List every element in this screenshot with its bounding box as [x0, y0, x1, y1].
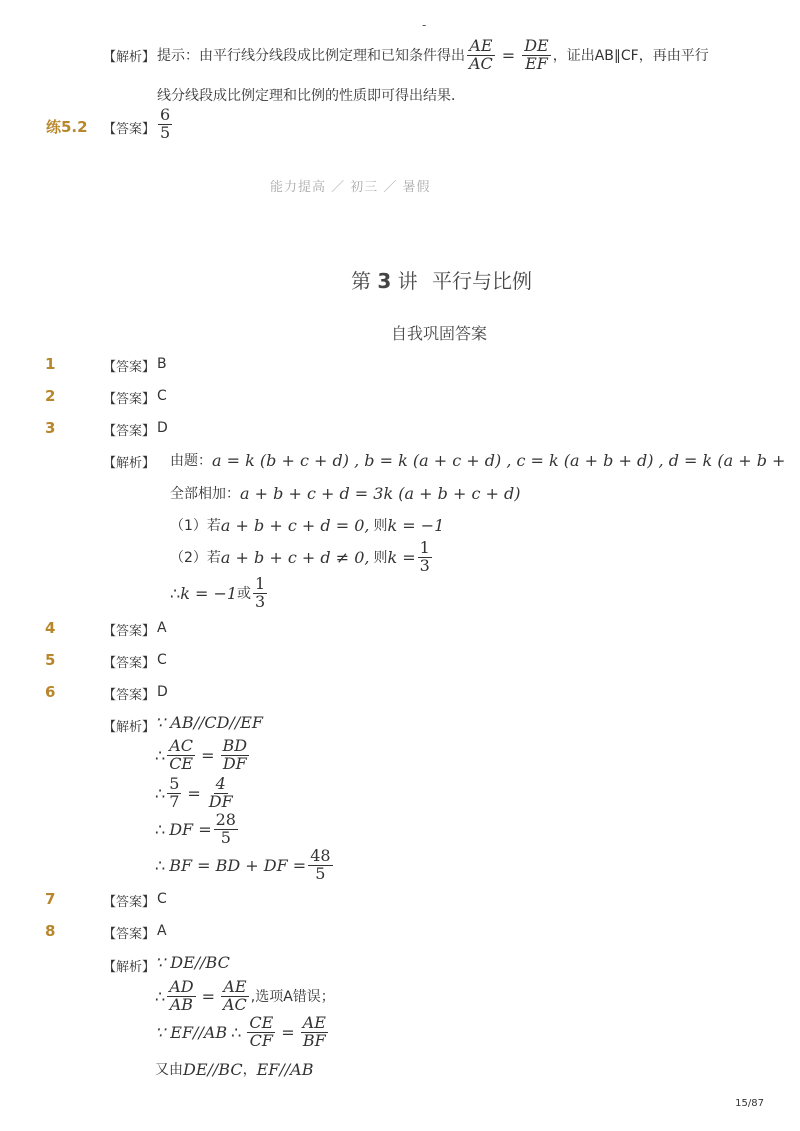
q3-line-2: 全部相加： a + b + c + d = 3k (a + b + c + d)	[170, 483, 521, 503]
answer-label: 【答案】	[103, 392, 156, 407]
q8-line-1: ∵ DE//BC	[155, 953, 230, 972]
answer-number: 5	[45, 651, 56, 669]
q3-line-3: （1）若 a + b + c + d = 0, 则 k = −1	[170, 515, 445, 535]
q3-line-1: 由题： a = k (b + c + d) , b = k (a + c + d) , c = k (a + b + d) , d = k (a + b +	[170, 450, 786, 470]
equals-sign: =	[501, 45, 516, 65]
fraction-ae-ac: $\frac{AE}{AC}$	[469, 36, 493, 73]
answer-value: A	[157, 923, 167, 939]
answer-value: C	[157, 652, 167, 668]
q3-line-5: ∴ k = −1 或 $\frac{1}{3}$	[170, 574, 266, 611]
top-mark: -	[422, 18, 427, 32]
answer-value: C	[157, 891, 167, 907]
answer-number: 6	[45, 683, 56, 701]
answer-label: 【答案】	[103, 624, 156, 639]
answer-value: D	[157, 420, 168, 436]
answer-value: D	[157, 684, 168, 700]
hint-line-2: 线分线段成比例定理和比例的性质即可得出结果．	[157, 88, 465, 104]
q6-line-4: ∴ DF = $\frac{28}{5}$	[155, 810, 236, 847]
answer-label: 【答案】	[103, 895, 156, 910]
answer-number: 7	[45, 890, 56, 908]
fraction-de-ef: $\frac{DE}{EF}$	[524, 36, 549, 73]
answer-fraction: $\frac{6}{5}$	[160, 105, 171, 142]
answer-value: B	[157, 356, 167, 372]
answer-label: 【答案】	[103, 656, 156, 671]
hint-mid-text: ，证出AB∥CF，再由平行	[552, 48, 709, 65]
answer-label: 【答案】	[103, 927, 156, 942]
q8-line-2: ∴ $\frac{AD}{AB}$ = $\frac{AE}{AC}$ ,选项A错误；	[155, 977, 335, 1014]
analysis-label: 【解析】	[103, 456, 156, 471]
hint-line-1	[157, 38, 709, 73]
q3-line-4: （2）若 a + b + c + d ≠ 0, 则 k = $\frac{1}{3}$	[170, 538, 430, 575]
answer-number: 1	[45, 355, 56, 373]
answer-number: 3	[45, 419, 56, 437]
section-subtitle: 自我巩固答案	[391, 324, 488, 343]
q8-line-3: ∵ EF//AB ∴ $\frac{CE}{CF}$ = $\frac{AE}{BF}$	[155, 1013, 326, 1050]
answer-number: 4	[45, 619, 56, 637]
answer-value: C	[157, 388, 167, 404]
answer-number: 8	[45, 922, 56, 940]
answer-label: 【答案】	[103, 688, 156, 703]
analysis-label: 【解析】	[103, 720, 156, 735]
q6-line-2: ∴ $\frac{AC}{CE}$ = $\frac{BD}{DF}$	[155, 736, 248, 773]
lecture-title: 第 3 讲 平行与比例	[351, 269, 532, 293]
running-header: 能力提高 ／ 初三 ／ 暑假	[270, 180, 431, 195]
analysis-label: 【解析】	[103, 50, 156, 65]
q6-line-5: ∴ BF = BD + DF = $\frac{48}{5}$	[155, 846, 331, 883]
q6-line-3: ∴ $\frac{5}{7}$ = $\frac{4}{DF}$	[155, 774, 233, 811]
answer-label: 【答案】	[103, 424, 156, 439]
hint-pre-text: 提示：由平行线分线段成比例定理和已知条件得出	[157, 48, 465, 65]
answer-number: 2	[45, 387, 56, 405]
answer-label: 【答案】	[103, 360, 156, 375]
answer-value: A	[157, 620, 167, 636]
q8-line-4: 又由 DE//BC ， EF//AB	[155, 1059, 314, 1079]
practice-number: 练5.2	[46, 118, 88, 136]
q6-line-1: ∵ AB//CD//EF	[155, 713, 263, 732]
answer-label: 【答案】	[103, 122, 156, 137]
page-number: 15/87	[735, 1098, 764, 1109]
analysis-label: 【解析】	[103, 960, 156, 975]
